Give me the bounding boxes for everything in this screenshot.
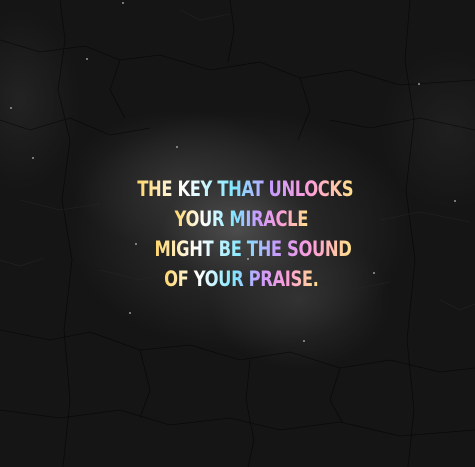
- dust-speck: [10, 107, 12, 109]
- dust-speck: [454, 200, 456, 202]
- quote-text: [52, 174, 423, 294]
- quote-line-4: OF YOUR PRAISE.: [164, 267, 319, 291]
- dust-speck: [303, 340, 305, 342]
- dust-speck: [122, 2, 124, 4]
- dust-speck: [32, 157, 34, 159]
- quote-line-3: MIGHT BE THE SOUND: [154, 237, 352, 261]
- dust-speck: [129, 312, 131, 314]
- dust-speck: [176, 146, 178, 148]
- quote-line-2: YOUR MIRACLE: [174, 207, 309, 231]
- dust-speck: [86, 58, 88, 60]
- quote-line-1: THE KEY THAT UNLOCKS: [137, 177, 354, 201]
- dust-speck: [418, 83, 420, 85]
